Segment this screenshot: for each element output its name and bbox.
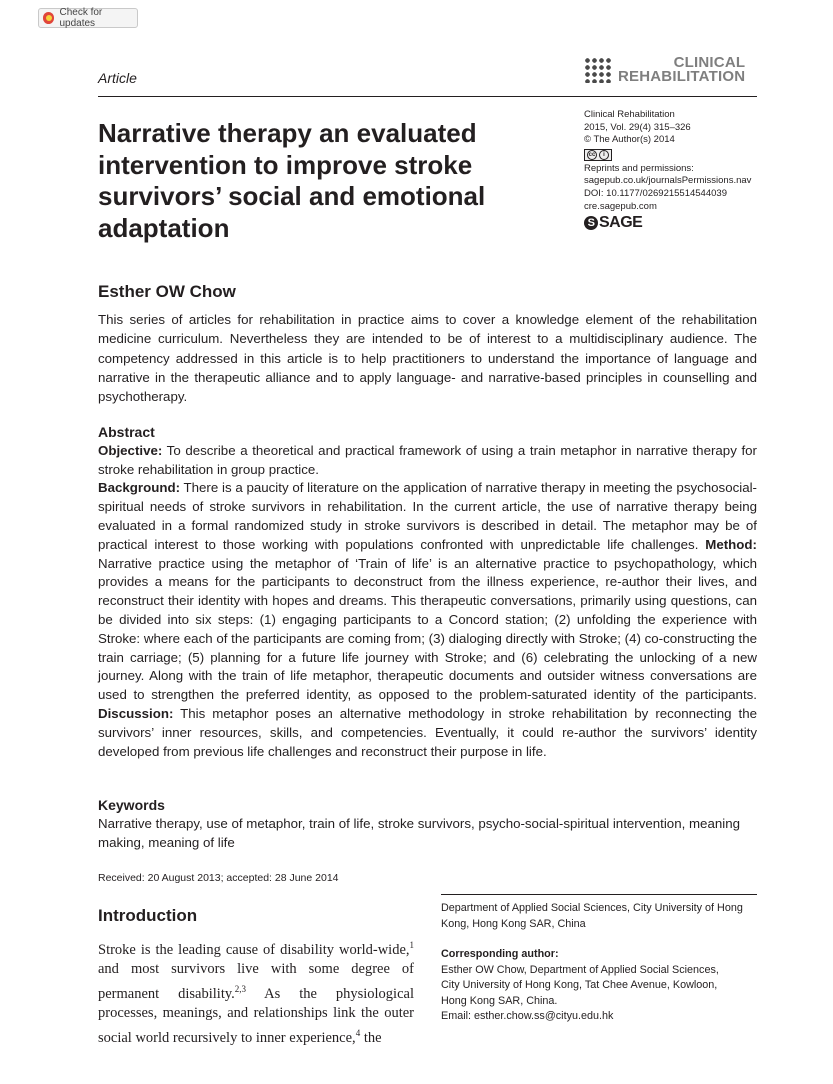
check-for-updates-badge[interactable] xyxy=(38,8,138,28)
sage-logo xyxy=(584,213,784,231)
method-label: Method: xyxy=(705,536,757,552)
journal-logo xyxy=(584,56,745,84)
doi[interactable]: DOI: 10.1177/0269215514544039 xyxy=(584,187,727,199)
keywords-text: Narrative therapy, use of metaphor, train of life, stroke survivors, psycho-social-spiritual intervention, meaning making, meaning of life xyxy=(98,815,740,850)
intro-text-1: Stroke is the leading cause of disability world-wide, xyxy=(98,941,410,958)
discussion-label: Discussion: xyxy=(98,705,174,721)
corresponding-email[interactable]: Email: esther.chow.ss@cityu.edu.hk xyxy=(441,1010,614,1022)
journal-name: Clinical Rehabilitation xyxy=(584,109,675,120)
corresponding-line-2: City University of Hong Kong, Tat Chee Avenue, Kowloon, xyxy=(441,979,718,991)
keywords-heading: Keywords xyxy=(98,797,165,813)
journal-name-line1: CLINICAL xyxy=(673,54,746,71)
creative-commons-badge[interactable] xyxy=(584,148,784,162)
publication-meta xyxy=(584,109,784,230)
crossmark-icon xyxy=(43,12,54,24)
article-title: Narrative therapy an evaluated intervention to improve stroke survivors’ social and emotional adaptation xyxy=(98,118,486,243)
intro-text-3: As the physiological processes, meanings, and relationships link the outer social world recursively to inner experience, xyxy=(98,985,414,1046)
intro-text-4: the xyxy=(360,1029,382,1046)
objective-text: To describe a theoretical and practical framework of using a train metaphor in narrative therapy for stroke rehabilitation in group practice. xyxy=(98,442,757,477)
publisher-name: SAGE xyxy=(599,213,643,231)
objective-label: Objective: xyxy=(98,442,163,458)
sage-s-icon: S xyxy=(584,216,598,230)
journal-dots-icon xyxy=(584,57,612,83)
corresponding-author xyxy=(441,947,757,1025)
background-label: Background: xyxy=(98,480,181,496)
affiliation-divider xyxy=(441,894,757,895)
affiliation: Department of Applied Social Sciences, City University of Hong Kong, Hong Kong SAR, China xyxy=(441,902,743,930)
check-for-updates-label: Check for updates xyxy=(59,7,103,29)
abstract-objective xyxy=(98,442,757,480)
corresponding-line-3: Hong Kong SAR, China. xyxy=(441,994,558,1007)
attribution-icon: i xyxy=(599,150,609,160)
cc-icon: cc xyxy=(588,151,596,158)
keywords-section xyxy=(98,796,757,852)
ref-2[interactable]: 2,3 xyxy=(234,983,247,994)
intro-text-2: and most survivors live with some degree of permanent disability. xyxy=(98,961,414,1002)
method-text: Narrative practice using the metaphor of ‘Train of life’ is an alternative practice to psychopathology, which provides a means for the participants to deconstruct from the illness experience, re-author their lives, and reconstruct their identity with hopes and dreams. This therapeutic conversations, primarily using questions, can be divided into six steps: (1) engaging participants to a Concord station; (2) unfolding the experience with Stroke: where each of the participants are coming from; (3) dialoging directly with Stroke; (4) co-constructing the train carriage; (5) planning for a future life journey with Stroke; and (6) celebrating the unlocking of a new journey. Along with the train of life metaphor, therapeutic documents and outsider witness conversations are used to strengthen the preferred identity, as opposed to the problem-saturated identity of the participants. xyxy=(98,555,757,703)
reprints-link[interactable]: sagepub.co.uk/journalsPermissions.nav xyxy=(584,175,752,187)
corresponding-line-1: Esther OW Chow, Department of Applied Social Sciences, xyxy=(441,963,719,976)
author-name: Esther OW Chow xyxy=(98,282,236,301)
abstract-heading: Abstract xyxy=(98,424,155,440)
volume-info: 2015, Vol. 29(4) 315–326 xyxy=(584,121,691,133)
corresponding-heading: Corresponding author: xyxy=(441,948,559,960)
journal-name-line2: REHABILITATION xyxy=(618,68,746,85)
discussion-text: This metaphor poses an alternative methodology in stroke rehabilitation by reconnecting the survivors’ inner resources, skills, and competencies. Eventually, it could re-author the survivors’ identity developed from previous life challenges and reconstruct their purpose in life. xyxy=(98,705,757,759)
series-note: This series of articles for rehabilitation in practice aims to cover a knowledge element of the rehabilitation medicine curriculum. Nevertheless they are intended to be of interest to a multidisciplinary audience. The competency addressed in this article is to help practitioners to understand the importance of language and narrative in the therapeutic alliance and to apply language- and narrative-based principles in counselling and psychotherapy. xyxy=(98,312,757,405)
copyright: © The Author(s) 2014 xyxy=(584,134,675,146)
article-type-label: Article xyxy=(98,70,137,86)
reprints-label: Reprints and permissions: xyxy=(584,162,694,174)
ref-1[interactable]: 1 xyxy=(409,940,414,950)
abstract xyxy=(98,423,757,761)
background-text: There is a paucity of literature on the application of narrative therapy in meeting the psychosocial-spiritual needs of stroke survivors in rehabilitation. In the current article, the use of narrative therapy being evaluated in a formal randomized study in stroke survivors is described in detail. The metaphor may be of practical interest to those working with populations confronted with unpredictable life challenges. xyxy=(98,480,757,552)
introduction-heading: Introduction xyxy=(98,906,198,925)
received-dates: Received: 20 August 2013; accepted: 28 June 2014 xyxy=(98,872,339,884)
ref-3[interactable]: 4 xyxy=(355,1027,361,1038)
introduction-paragraph xyxy=(98,936,414,1048)
header-divider xyxy=(98,96,757,97)
abstract-body xyxy=(98,479,757,761)
journal-site-link[interactable]: cre.sagepub.com xyxy=(584,200,657,212)
